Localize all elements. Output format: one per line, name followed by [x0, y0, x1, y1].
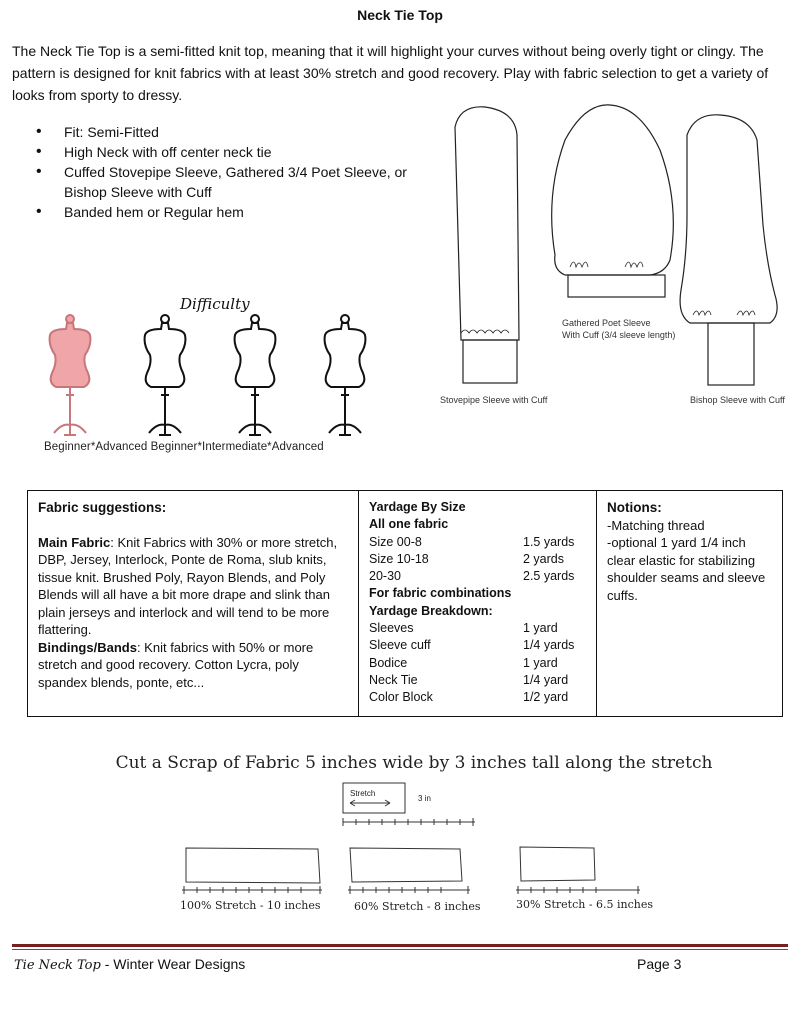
footer-brand: Tie Neck Top - Winter Wear Designs — [14, 956, 246, 973]
footer-rule-thin — [12, 949, 788, 950]
sleeve-drawings — [425, 95, 800, 420]
breakdown-row: Neck Tie 1/4 yard — [369, 672, 569, 687]
stretch-result-100 — [182, 848, 322, 894]
swatch-stretch-label: Stretch — [350, 789, 376, 798]
size-row: Size 10-18 2 yards — [369, 551, 564, 566]
fabric-info-table — [27, 490, 783, 717]
dress-form-beginner — [50, 315, 91, 435]
swatch-height-label: 3 in — [418, 794, 431, 803]
stretch-result-60 — [348, 848, 470, 894]
notions-heading: Notions: — [607, 500, 662, 515]
one-fabric-label: All one fabric — [369, 517, 449, 532]
page-title: Neck Tie Top — [357, 7, 443, 23]
stretch-caption-30: 30% Stretch - 6.5 inches — [516, 898, 654, 911]
main-fabric-text: Main Fabric: Knit Fabrics with 30% or more stretch, DBP, Jersey, Interlock, Ponte de Roma, slub knits, tissue knit. Brushed Poly, Rayon Blends, and Poly Blends will all have a bit more drape and slink than plain jerseys and interlock and will tend to be more flattering. — [38, 534, 338, 637]
poet-sleeve-drawing — [552, 105, 674, 297]
fabric-suggestions-column — [28, 491, 359, 716]
feature-list — [36, 122, 436, 222]
size-row: Size 00-8 1.5 yards — [369, 534, 575, 549]
dress-form-intermediate — [235, 315, 276, 435]
page-number: Page 3 — [637, 956, 682, 972]
notion-item: -optional 1 yard 1/4 inch clear elastic for stabilizing shoulder seams and sleeve cuffs. — [607, 535, 766, 603]
stretch-test-heading: Cut a Scrap of Fabric 5 inches wide by 3 inches tall along the stretch — [115, 753, 713, 773]
stovepipe-sleeve-drawing — [455, 107, 519, 383]
breakdown-label: Yardage Breakdown: — [369, 603, 493, 618]
dress-form-advanced-beginner — [145, 315, 186, 435]
stretch-test-figure — [170, 778, 670, 918]
bishop-sleeve-drawing — [680, 115, 777, 385]
breakdown-row: Bodice 1 yard — [369, 655, 558, 670]
stretch-result-30 — [516, 847, 640, 894]
combo-label: For fabric combinations — [369, 586, 512, 601]
breakdown-row: Color Block 1/2 yard — [369, 690, 569, 705]
bindings-text: Bindings/Bands: Knit fabrics with 50% or more stretch and good recovery. Cotton Lycra, poly spandex blends, ponte, etc... — [38, 639, 314, 690]
breakdown-row: Sleeve cuff 1/4 yards — [369, 638, 575, 653]
intro-paragraph: The Neck Tie Top is a semi-fitted knit top, meaning that it will highlight your curves without being overly tight or clingy. The pattern is designed for knit fabrics with at least 30% stretch and good recovery. Play with fabric selection to get a variety of looks from sporty to dressy. — [12, 43, 769, 103]
feature-item: • Banded hem or Regular hem — [36, 202, 436, 222]
poet-sleeve-label-2: With Cuff (3/4 sleeve length) — [562, 330, 676, 340]
difficulty-title: Difficulty — [180, 295, 250, 313]
notions-column — [597, 491, 782, 716]
feature-item: • High Neck with off center neck tie — [36, 142, 436, 162]
poet-sleeve-label-1: Gathered Poet Sleeve — [562, 318, 651, 328]
breakdown-row: Sleeves 1 yard — [369, 621, 558, 636]
dress-form-advanced — [325, 315, 366, 435]
difficulty-levels: Beginner*Advanced Beginner*Intermediate*Advanced — [44, 441, 324, 453]
notion-item: -Matching thread — [607, 517, 705, 533]
size-row: 20-30 2.5 yards — [369, 569, 575, 584]
yardage-heading: Yardage By Size — [369, 500, 466, 514]
feature-item: • Fit: Semi-Fitted — [36, 122, 436, 142]
dress-forms — [30, 295, 400, 445]
stovepipe-sleeve-label: Stovepipe Sleeve with Cuff — [440, 395, 548, 405]
fabric-suggestions-heading: Fabric suggestions: — [38, 500, 167, 515]
yardage-column — [359, 491, 597, 716]
stretch-caption-60: 60% Stretch - 8 inches — [354, 900, 481, 913]
sleeve-illustrations — [425, 95, 800, 420]
stretch-caption-100: 100% Stretch - 10 inches — [180, 899, 321, 912]
feature-item: • Cuffed Stovepipe Sleeve, Gathered 3/4 Poet Sleeve, or Bishop Sleeve with Cuff — [36, 162, 436, 202]
footer-rule — [12, 944, 788, 947]
bishop-sleeve-label: Bishop Sleeve with Cuff — [690, 395, 785, 405]
difficulty-scale — [30, 295, 400, 465]
